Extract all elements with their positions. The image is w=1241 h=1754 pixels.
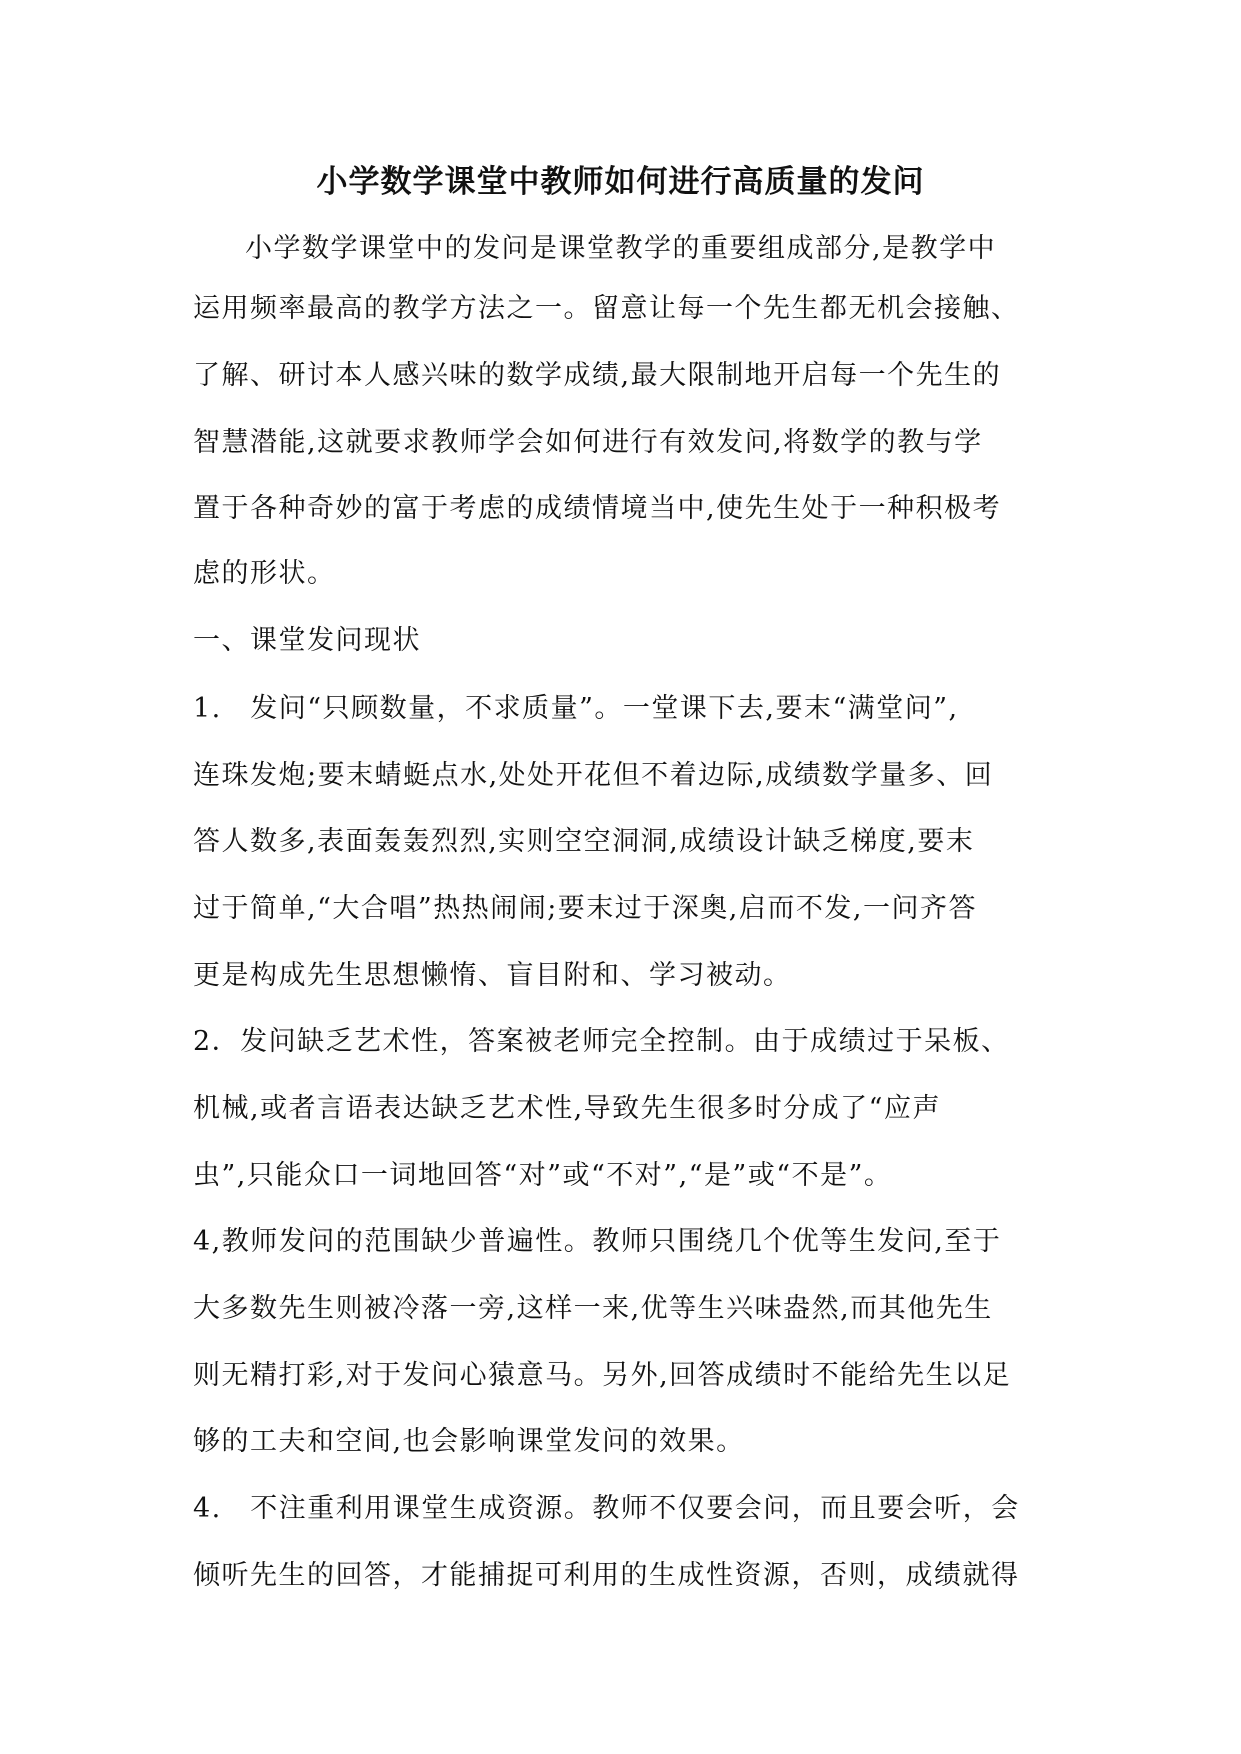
- list-item-line: 1. 发问“只顾数量，不求质量”。一堂课下去,要末“满堂问”,: [193, 693, 959, 724]
- list-item-line: 则无精打彩,对于发问心猿意马。另外,回答成绩时不能给先生以足: [193, 1360, 1012, 1391]
- list-item-line: 4,教师发问的范围缺少普遍性。教师只围绕几个优等生发问,至于: [193, 1226, 1002, 1257]
- list-item-line: 连珠发炮;要末蜻蜓点水,处处开花但不着边际,成绩数学量多、回: [193, 760, 994, 791]
- list-item-line: 4. 不注重利用课堂生成资源。教师不仅要会问，而且要会听，会: [193, 1493, 1020, 1524]
- paragraph-line: 虑的形状。: [193, 558, 336, 589]
- paragraph-line: 小学数学课堂中的发问是课堂教学的重要组成部分,是教学中: [245, 233, 997, 264]
- list-item-line: 虫”,只能众口一词地回答“对”或“不对”,“是”或“不是”。: [193, 1160, 893, 1191]
- list-item-line: 机械,或者言语表达缺乏艺术性,导致先生很多时分成了“应声: [193, 1093, 941, 1124]
- document-title: 小学数学课堂中教师如何进行高质量的发问: [316, 164, 925, 200]
- list-item-line: 大多数先生则被冷落一旁,这样一来,优等生兴味盎然,而其他先生: [193, 1293, 993, 1324]
- paragraph-line: 运用频率最高的教学方法之一。留意让每一个先生都无机会接触、: [193, 293, 1020, 324]
- paragraph-line: 置于各种奇妙的富于考虑的成绩情境当中,使先生处于一种积极考: [193, 493, 1002, 524]
- list-item-line: 够的工夫和空间,也会影响课堂发问的效果。: [193, 1426, 745, 1457]
- list-item-line: 答人数多,表面轰轰烈烈,实则空空洞洞,成绩设计缺乏梯度,要末: [193, 826, 975, 857]
- paragraph-line: 了解、研讨本人感兴味的数学成绩,最大限制地开启每一个先生的: [193, 360, 1002, 391]
- paragraph-line: 智慧潜能,这就要求教师学会如何进行有效发问,将数学的教与学: [193, 427, 983, 458]
- list-item-line: 更是构成先生思想懒惰、盲目附和、学习被动。: [193, 960, 792, 991]
- list-item-line: 2．发问缺乏艺术性，答案被老师完全控制。由于成绩过于呆板、: [193, 1026, 1010, 1057]
- section-heading: 一、课堂发问现状: [193, 625, 421, 656]
- list-item-line: 过于简单,“大合唱”热热闹闹;要末过于深奥,启而不发,一问齐答: [193, 893, 977, 924]
- list-item-line: 倾听先生的回答，才能捕捉可利用的生成性资源，否则，成绩就得: [193, 1560, 1020, 1591]
